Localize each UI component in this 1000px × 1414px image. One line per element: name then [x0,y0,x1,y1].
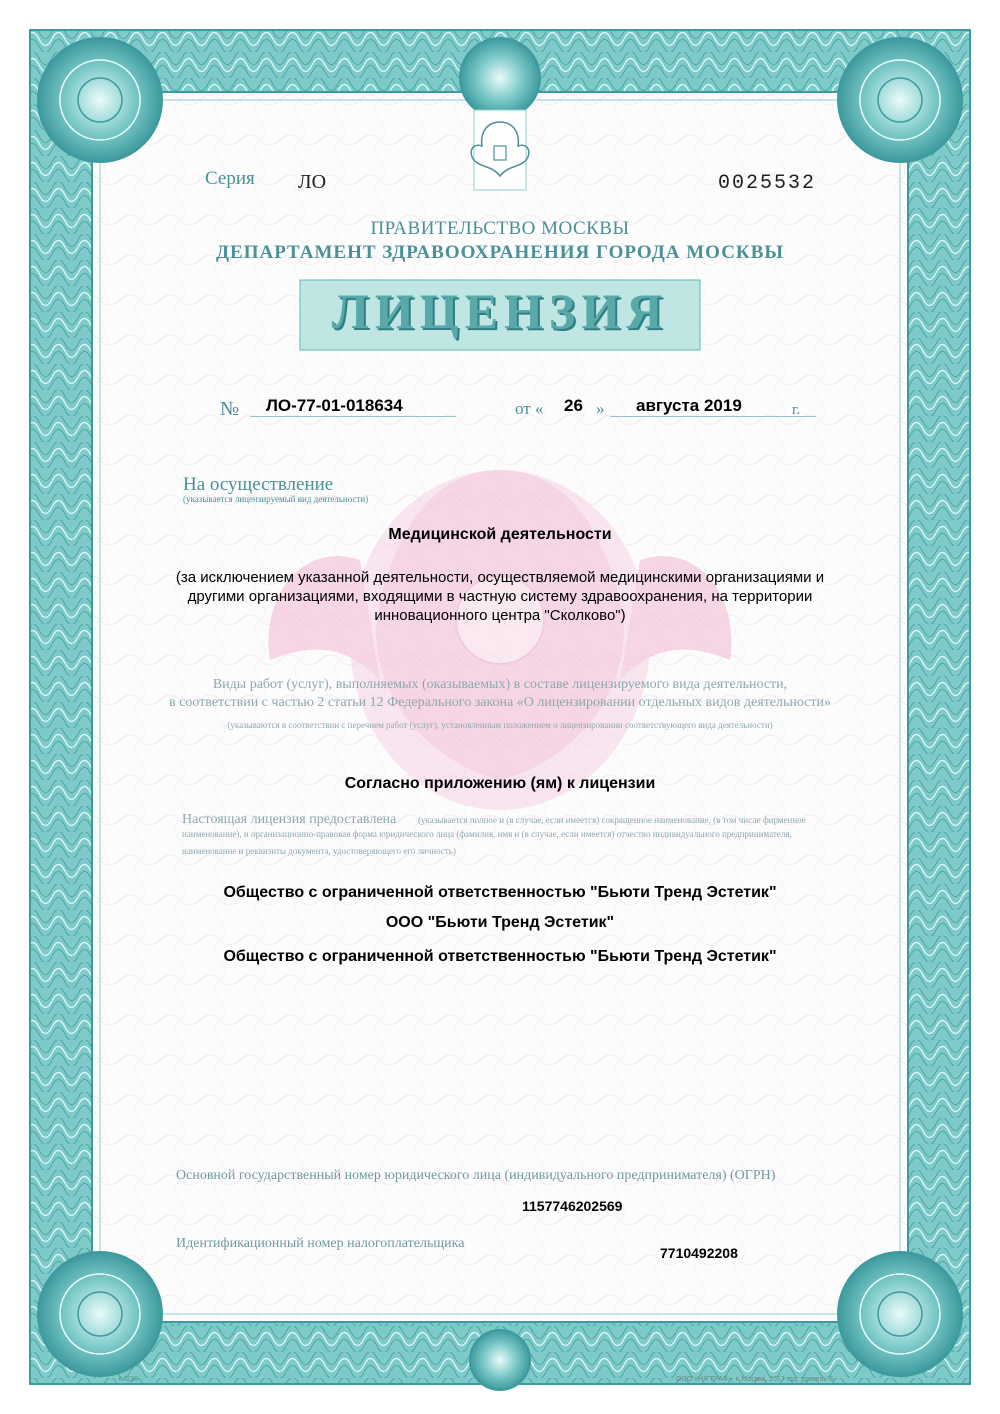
license-number: ЛО-77-01-018634 [250,396,456,417]
inn-label: Идентификационный номер налогоплательщика [176,1236,465,1251]
year-suffix: г. [792,402,801,418]
date-from-label: от « [515,399,544,418]
ogrn-value: 1157746202569 [522,1198,623,1214]
activity-label: На осуществление [183,474,334,495]
printer-imprint: ООО «Н*ГТРАФ», г. Москва, 2017 год, уровень Б [676,1376,834,1383]
document-title: ЛИЦЕНЗИЯ [331,283,669,339]
license-day: 26 [564,396,583,415]
series-value: ЛО [298,171,327,193]
holder-full-name: Общество с ограниченной ответственностью "Бьюти Тренд Эстетик" [223,884,777,901]
license-month-year: августа 2019 [610,396,816,417]
ogrn-label: Основной государственный номер юридического лица (индивидуального предпринимателя) (ОГРН) [176,1168,776,1183]
works-label-line1: Виды работ (услуг), выполняемых (оказываемых) в составе лицензируемого вида деятельности, [212,677,788,692]
activity-value: Медицинской деятельности [388,526,612,543]
activity-hint: (указывается лицензируемый вид деятельности) [183,494,369,504]
holder-label: Настоящая лицензия предоставлена [182,812,397,827]
holder-short-name: ООО "Бьюти Тренд Эстетик" [385,914,615,931]
serial-number: 0025532 [718,172,817,195]
corner-rosette-icon [38,38,162,162]
works-hint: (указываются в соответствии с перечнем работ (услуг), установленным положением о лицензировании соответствующего вида деятельности) [227,720,773,730]
date-close-quote: » [596,399,605,418]
holder-hint-3: наименование и реквизиты документа, удостоверяющего его личность) [182,846,456,856]
form-code: А4238 [118,1376,139,1383]
holder-hint-2: наименование), и организационно-правовая форма юридического лица (фамилия, имя и (в случае, если имеется) отчество индивидуального предпринимателя, [182,829,792,839]
authority-name: ПРАВИТЕЛЬСТВО МОСКВЫ [370,218,630,239]
series-label: Серия [205,168,255,189]
holder-hint-1: (указывается полное и (в случае, если имеется) сокращенное наименование, (в том числе фирменное [418,815,806,825]
department-name: ДЕПАРТАМЕНТ ЗДРАВООХРАНЕНИЯ ГОРОДА МОСКВЫ [215,242,785,263]
works-value: Согласно приложению (ям) к лицензии [344,775,656,792]
works-label-line2: в соответствии с частью 2 статьи 12 Федерального закона «О лицензировании отдельных видов деятельности» [168,695,832,710]
inn-value: 7710492208 [660,1245,738,1261]
holder-firm-name: Общество с ограниченной ответственностью "Бьюти Тренд Эстетик" [223,948,777,965]
number-label: № [220,398,240,420]
activity-exclusion: (за исключением указанной деятельности, осуществляемой медицинскими организациями и другими организациями, входящими в частную систему здравоохранения, на территории инновационного центра "Сколково") [175,569,825,624]
